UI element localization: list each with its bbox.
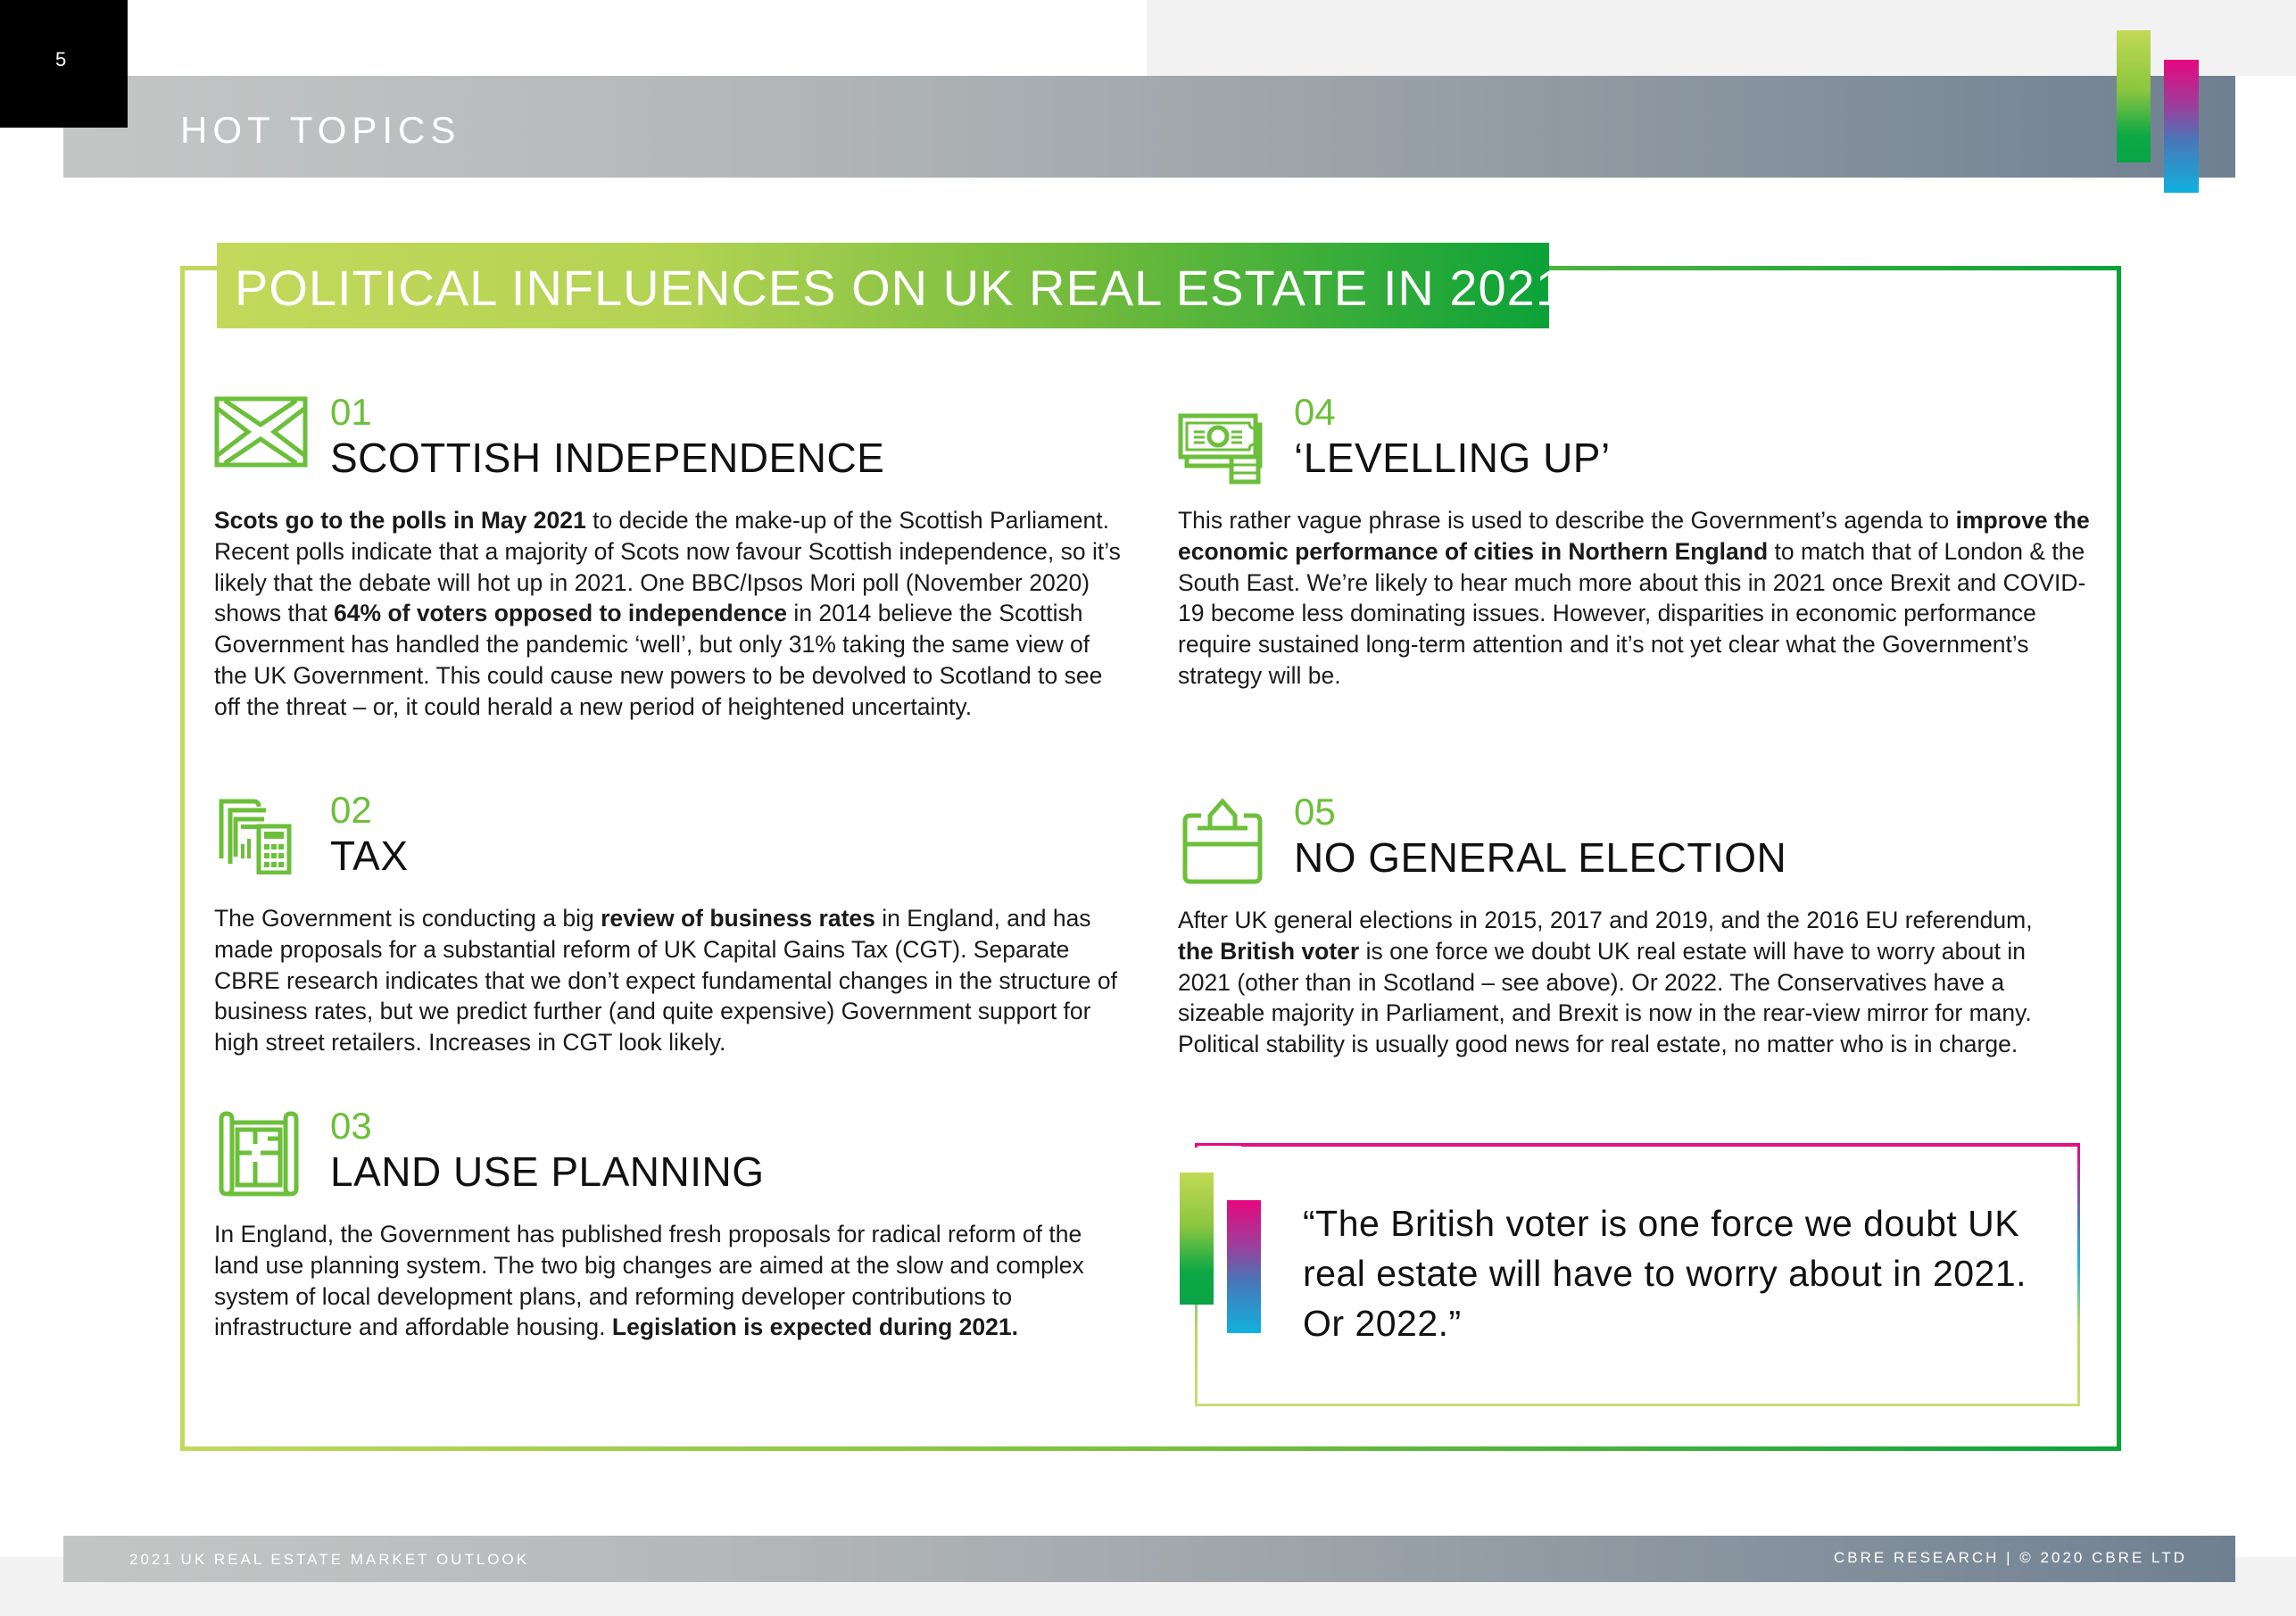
body-bold: review of business rates: [601, 905, 875, 932]
topic-number: 05: [1294, 791, 1336, 833]
body-text: in England, and has made proposals for a substantial reform of UK Capital Gains Tax (CGT). Separate CBRE research indicates that we don’t expect fundamental changes in the structure of business rates, but we predict further (and quite expensive) Government support for high street retailers. Increases in CGT look likely.: [214, 905, 1117, 1057]
footer-copyright: CBRE RESEARCH | © 2020 CBRE LTD: [1834, 1549, 2187, 1566]
topic-body: [214, 903, 1124, 1058]
ballot-box-icon: [1178, 796, 1276, 894]
quote-accent-pink-icon: [1227, 1200, 1261, 1333]
topic-title: LAND USE PLANNING: [330, 1148, 765, 1195]
topic-body: [214, 505, 1124, 723]
body-text: After UK general elections in 2015, 2017 and 2019, and the 2016 EU referendum,: [1178, 907, 2033, 933]
accent-bar-green-icon: [2117, 30, 2151, 162]
body-text: to decide the make-up of the Scottish Parliament. Recent polls indicate that a majority of Scots now favour Scottish independence, so it’s likely that the debate will hot up in 2021. One BBC/Ipsos Mori poll (November 2020) shows that: [214, 507, 1121, 627]
body-text: is one force we doubt UK real estate will have to worry about in 2021 (other than in Scotland – see above). Or 2022. The Conservatives have a sizeable majority in Parliament, and Brexit is now in the rear-view mirror for many. Political stability is usually good news for real estate, no matter who is in charge.: [1178, 937, 2032, 1058]
topic-number: 04: [1294, 391, 1336, 433]
body-bold: 64% of voters opposed to independence: [334, 600, 788, 627]
page-number: 5: [55, 48, 67, 70]
topic-title: TAX: [330, 833, 409, 879]
title-banner: [217, 243, 1564, 328]
body-text: to match that of London & the South East. We’re likely to hear much more about this in 2021 once Brexit and COVID-19 become less dominating issues. However, disparities in economic performance require sustained long-term attention and it’s not yet clear what the Government’s strategy will be.: [1178, 537, 2086, 689]
topic-title: NO GENERAL ELECTION: [1294, 834, 1787, 881]
blueprint-plan-icon: [214, 1110, 312, 1208]
topic-title: ‘LEVELLING UP’: [1294, 435, 1611, 481]
body-text: In England, the Government has published fresh proposals for radical reform of the land use planning system. The two big changes are aimed at the slow and complex system of local development plans, and reforming developer contributions to infrastructure and affordable housing.: [214, 1221, 1084, 1341]
body-bold: improve the economic performance of cities in Northern England: [1178, 507, 2090, 565]
body-text: The Government is conducting a big: [214, 905, 601, 932]
pull-quote-top-border: [1241, 1144, 2080, 1147]
body-bold: Scots go to the polls in May 2021: [214, 507, 586, 534]
accent-bar-pink-icon: [2164, 60, 2199, 193]
topic-body: [1178, 905, 2057, 1060]
tax-calculator-icon: [214, 794, 312, 892]
banner-title: POLITICAL INFLUENCES ON UK REAL ESTATE IN 2021: [235, 260, 1564, 316]
footer-publication-title: 2021 UK REAL ESTATE MARKET OUTLOOK: [129, 1551, 530, 1568]
topic-number: 02: [330, 789, 372, 831]
body-text: This rather vague phrase is used to describe the Government’s agenda to: [1178, 507, 1956, 534]
section-title: HOT TOPICS: [180, 109, 461, 151]
quote-accent-green-icon: [1180, 1173, 1214, 1305]
topic-body: [1178, 505, 2093, 692]
topic-number: 03: [330, 1105, 372, 1147]
pull-quote-text: “The British voter is one force we doubt UK real estate will have to worry about in 2021. Or 2022.”: [1303, 1203, 2027, 1344]
body-text: in 2014 believe the Scottish Government has handled the pandemic ‘well’, but only 31% taking the same view of the UK Government. This could cause new powers to be devolved to Scotland to see off the threat – or, it could herald a new period of heightened uncertainty.: [214, 600, 1103, 720]
topic-title: SCOTTISH INDEPENDENCE: [330, 435, 885, 481]
page-number-box: [0, 0, 128, 128]
saltire-flag-icon: [214, 396, 312, 494]
banknotes-coins-icon: [1178, 396, 1276, 494]
topic-number: 01: [330, 391, 372, 433]
body-bold: Legislation is expected during 2021.: [611, 1314, 1018, 1341]
body-bold: the British voter: [1178, 937, 1360, 965]
topic-body: [214, 1219, 1098, 1343]
